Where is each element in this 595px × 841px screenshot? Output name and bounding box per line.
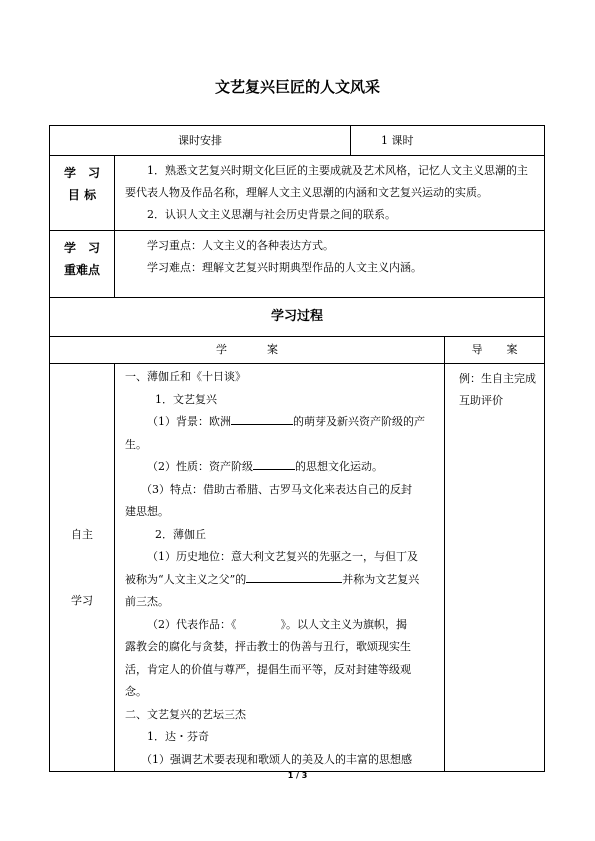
feature-line: （3）特点：借助古希腊、古罗马文化来表达自己的反封 xyxy=(141,482,412,496)
process-column-header-row xyxy=(50,337,545,364)
schedule-value: 1 课时 xyxy=(351,126,545,156)
page-number: 1 / 3 xyxy=(287,771,308,780)
text-span: （2）代表作品：《 xyxy=(147,617,237,631)
keypoints-content xyxy=(115,231,545,298)
subsection-heading: 2．薄伽丘 xyxy=(155,527,206,541)
background-line xyxy=(125,411,436,434)
self-study-row xyxy=(50,364,545,772)
self-study-content xyxy=(115,364,445,772)
self-study-label-line1: 自主 xyxy=(71,527,93,541)
works-line-3: 活，肯定人的价值与尊严，提倡生而平等，反对封建等级观 xyxy=(125,662,411,676)
study-plan-header-b: 案 xyxy=(267,343,278,356)
keypoint-item: 学习难点：理解文艺复兴时期典型作品的人文主义内涵。 xyxy=(147,261,422,274)
fill-blank xyxy=(246,570,342,583)
study-plan-header-a: 学 xyxy=(216,343,227,356)
works-line-2: 露教会的腐化与贪婪，抨击教士的伪善与丑行，歌颂现实生 xyxy=(125,640,411,653)
position-line: （1）历史地位：意大利文艺复兴的先驱之一，与但丁及 xyxy=(147,550,418,563)
position-line-3: 前三杰。 xyxy=(125,595,169,608)
objectives-content xyxy=(115,156,545,231)
text-span: （2）性质：资产阶级 xyxy=(147,460,253,473)
lesson-table xyxy=(49,125,545,772)
works-line xyxy=(125,614,436,637)
guide-plan-header-b: 案 xyxy=(506,343,518,356)
section-heading: 一、薄伽丘和《十日谈》 xyxy=(125,370,246,383)
fill-blank xyxy=(231,412,293,425)
nature-line xyxy=(125,456,436,479)
study-plan-header xyxy=(50,337,445,364)
keypoints-label-line2: 重难点 xyxy=(63,263,100,277)
text-span: 》。以人文主义为旗帜，揭 xyxy=(280,617,407,631)
works-line-4: 念。 xyxy=(125,685,147,698)
schedule-row xyxy=(50,126,545,156)
feature-line-cont: 建思想。 xyxy=(125,505,169,518)
text-span: 的思想文化运动。 xyxy=(295,460,383,473)
text-span: 被称为“人文主义之父”的 xyxy=(125,572,247,586)
position-line-2 xyxy=(125,569,436,592)
self-study-label-line2: 学习 xyxy=(71,593,93,607)
guide-content: 例：生自主完成互助评价 xyxy=(445,364,545,772)
davinci-line: （1）强调艺术要表现和歌颂人的美及人的丰富的思想感 xyxy=(141,752,412,766)
text-span: 的萌芽及新兴资产阶级的产 xyxy=(293,415,425,428)
keypoints-row xyxy=(50,231,545,298)
objective-item: 1．熟悉文艺复兴时期文化巨匠的主要成就及艺术风格，记忆人文主义思潮的主要代表人物及作品名称，理解人文主义思潮的内涵和文艺复兴运动的实质。 xyxy=(125,164,528,199)
text-span: （1）背景：欧洲 xyxy=(147,415,231,428)
objective-item: 2．认识人文主义思潮与社会历史背景之间的联系。 xyxy=(147,208,396,221)
keypoint-item: 学习重点：人文主义的各种表达方式。 xyxy=(147,239,334,252)
objectives-label-line1: 学 习 xyxy=(63,166,100,180)
document-title: 文艺复兴巨匠的人文风采 xyxy=(214,78,380,96)
guide-plan-header xyxy=(445,337,545,364)
keypoints-label xyxy=(50,231,115,298)
guide-plan-header-a: 导 xyxy=(471,343,483,356)
text-span: 并称为文艺复兴 xyxy=(342,572,420,586)
subsection-heading: 1．文艺复兴 xyxy=(155,392,217,406)
background-line-cont: 生。 xyxy=(125,437,147,451)
self-study-label xyxy=(50,364,115,772)
fill-blank xyxy=(253,457,295,470)
subsection-heading: 1．达・芬奇 xyxy=(147,730,209,743)
objectives-label xyxy=(50,156,115,231)
objectives-row xyxy=(50,156,545,231)
schedule-label: 课时安排 xyxy=(50,126,351,156)
process-title-row xyxy=(50,298,545,337)
objectives-label-line2: 目 标 xyxy=(67,188,97,202)
process-title: 学习过程 xyxy=(50,298,545,337)
section-heading: 二、文艺复兴的艺坛三杰 xyxy=(125,707,246,721)
keypoints-label-line1: 学 习 xyxy=(63,241,100,255)
